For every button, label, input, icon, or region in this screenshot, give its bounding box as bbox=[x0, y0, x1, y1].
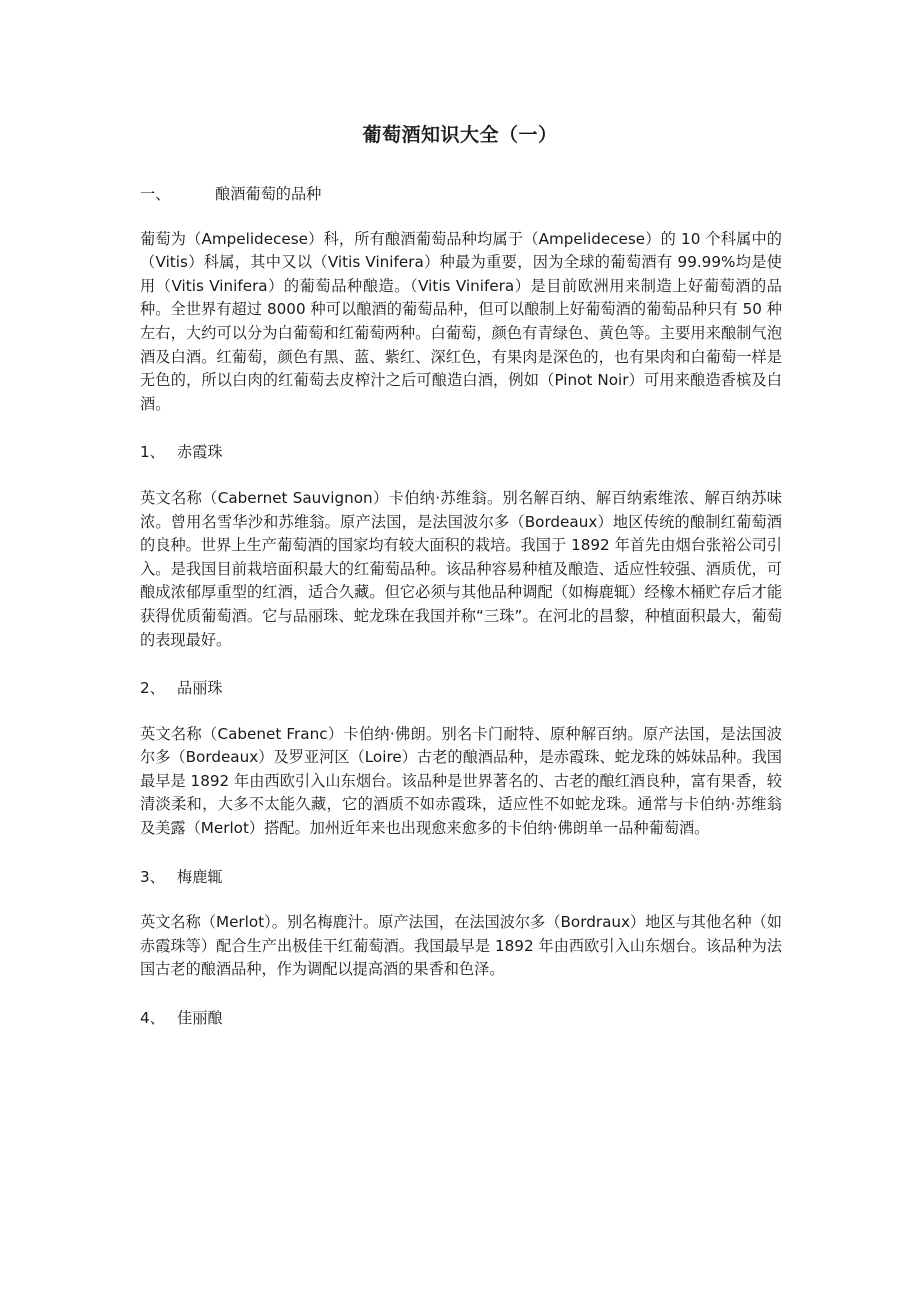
variety-paragraph-2: 英文名称（Cabenet Franc）卡伯纳·佛朗。别名卡门耐特、原种解百纳。原产法国，是法国波尔多（Bordeaux）及罗亚河区（Loire）古老的酿酒品种，是赤霞珠、蛇龙珠的姊妹品种。我国最早是 1892 年由西欧引入山东烟台。该品种是世界著名的、古老的酿红酒良种，富有果香，较清淡柔和，大多不太能久藏，它的酒质不如赤霞珠，适应性不如蛇龙珠。通常与卡伯纳·苏维翁及美露（Merlot）搭配。加州近年来也出现愈来愈多的卡伯纳·佛朗单一品种葡萄酒。 bbox=[140, 724, 782, 838]
document-body bbox=[140, 183, 782, 1031]
variety-name: 赤霞珠 bbox=[177, 443, 223, 462]
variety-number: 4、 bbox=[140, 1009, 165, 1028]
variety-name: 佳丽酿 bbox=[177, 1009, 223, 1028]
variety-number: 2、 bbox=[140, 679, 165, 698]
variety-heading-3 bbox=[140, 866, 782, 890]
variety-paragraph-3: 英文名称（Merlot）。别名梅鹿汁。原产法国，在法国波尔多（Bordraux）地区与其他名种（如赤霞珠等）配合生产出极佳干红葡萄酒。我国最早是 1892 年由西欧引入山东烟台。该品种为法国古老的酿酒品种，作为调配以提高酒的果香和色泽。 bbox=[140, 913, 782, 979]
variety-paragraph-1: 英文名称（Cabernet Sauvignon）卡伯纳·苏维翁。别名解百纳、解百纳索维浓、解百纳苏味浓。曾用名雪华沙和苏维翁。原产法国，是法国波尔多（Bordeaux）地区传统的酿制红葡萄酒的良种。世界上生产葡萄酒的国家均有较大面积的栽培。我国于 1892 年首先由烟台张裕公司引入。是我国目前栽培面积最大的红葡萄品种。该品种容易种植及酿造、适应性较强、酒质优，可酿成浓郁厚重型的红酒，适合久藏。但它必须与其他品种调配（如梅鹿辄）经橡木桶贮存后才能获得优质葡萄酒。它与品丽珠、蛇龙珠在我国并称“三珠”。在河北的昌黎，种植面积最大，葡萄的表现最好。 bbox=[140, 488, 782, 649]
section-heading-text: 酿酒葡萄的品种 bbox=[215, 185, 322, 203]
section-heading bbox=[140, 183, 782, 207]
variety-heading-4 bbox=[140, 1007, 782, 1031]
variety-name: 品丽珠 bbox=[177, 679, 223, 698]
variety-heading-1 bbox=[140, 441, 782, 465]
variety-heading-2 bbox=[140, 677, 782, 701]
variety-name: 梅鹿辄 bbox=[177, 867, 223, 886]
document-title: 葡萄酒知识大全（一） bbox=[362, 124, 558, 146]
variety-number: 3、 bbox=[140, 867, 165, 886]
variety-number: 1、 bbox=[140, 443, 165, 462]
section-number: 一、 bbox=[140, 185, 171, 203]
intro-paragraph: 葡萄为（Ampelidecese）科，所有酿酒葡萄品种均属于（Ampelidecese）的 10 个科属中的（Vitis）科属，其中又以（Vitis Vinifera）种最为重要，因为全球的葡萄酒有 99.99%均是使用（Vitis Vinifera）的葡萄品种酿造。（Vitis Vinifera）是目前欧洲用来制造上好葡萄酒的品种。全世界有超过 8000 种可以酿酒的葡萄品种，但可以酿制上好葡萄酒的葡萄品种只有 50 种左右，大约可以分为白葡萄和红葡萄两种。白葡萄，颜色有青绿色、黄色等。主要用来酿制气泡酒及白酒。红葡萄，颜色有黑、蓝、紫红、深红色，有果肉是深色的，也有果肉和白葡萄一样是无色的，所以白肉的红葡萄去皮榨汁之后可酿造白酒，例如（Pinot Noir）可用来酿造香槟及白酒。 bbox=[140, 229, 782, 413]
